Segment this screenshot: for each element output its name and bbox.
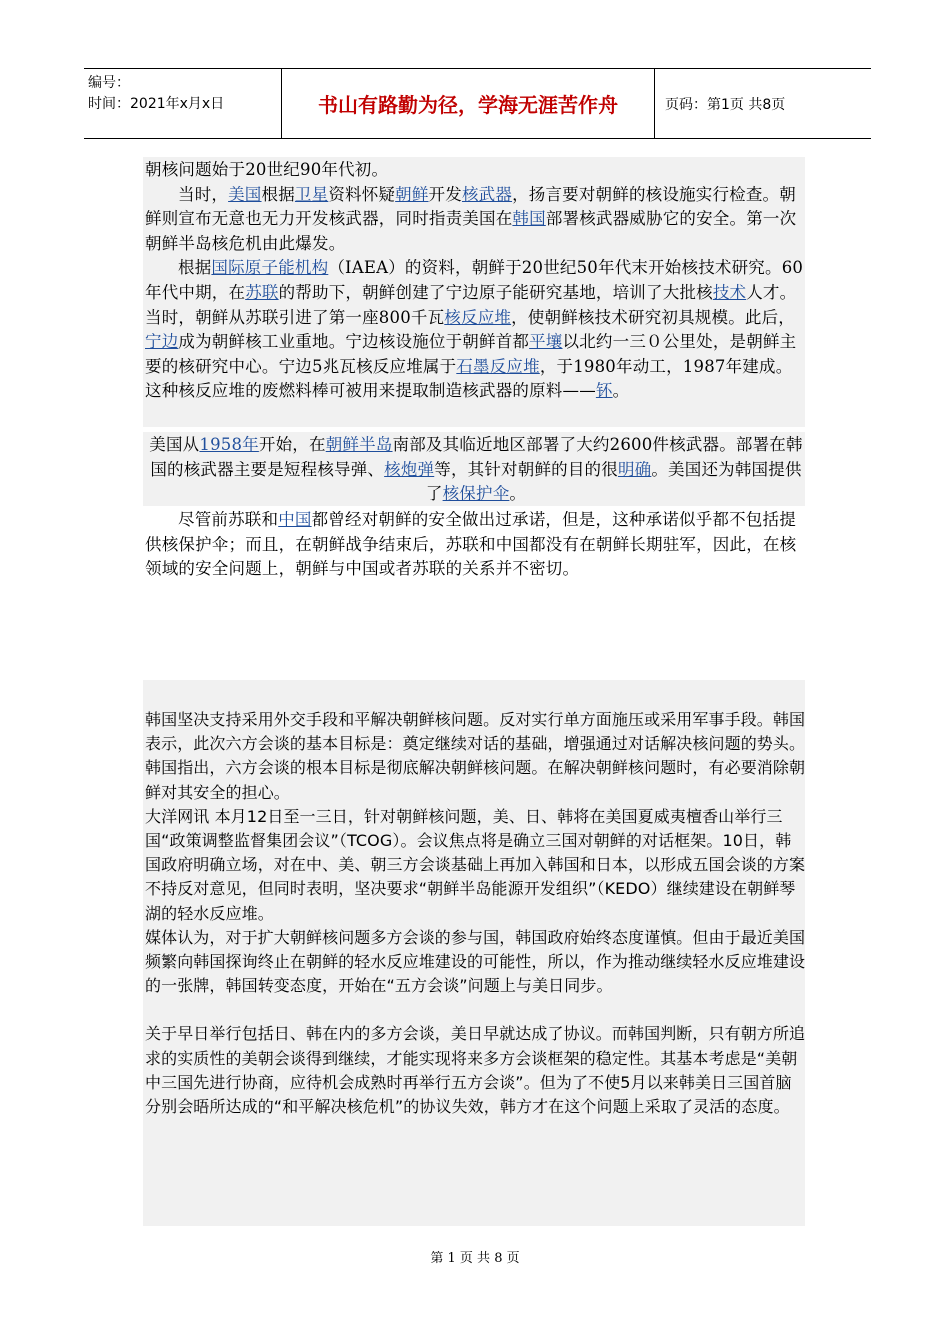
page-footer: 第 1 页 共 8 页 bbox=[430, 1251, 520, 1266]
paragraph-consensus: 关于早日举行包括日、韩在内的多方会谈，美日早就达成了协议。而韩国判断，只有朝方所追求的实质性的美朝会谈得到继续，才能实现将来多方会谈框架的稳定性。其基本考虑是“美朝中三国先进行协商，应待机会成熟时再举行五方会谈”。但为了不使5月以来韩美日三国首脑分别会晤所达成的“和平解决核危机”的协议失效，韩方才在这个问题上采取了灵活的态度。 bbox=[145, 1024, 806, 1117]
inline-link[interactable]: 韩国 bbox=[512, 209, 546, 229]
header-page-label: 页码：第1页 共8页 bbox=[665, 96, 786, 113]
inline-link[interactable]: 平壤 bbox=[529, 332, 563, 352]
inline-link[interactable]: 核保护伞 bbox=[442, 484, 510, 504]
section1-upper bbox=[145, 158, 807, 404]
inline-link[interactable]: 技术 bbox=[712, 282, 747, 302]
paragraph-us-deployment bbox=[145, 433, 807, 507]
text-run: ，使朝鲜核技术研究初具规模。此后， bbox=[511, 307, 796, 327]
paragraph-media: 媒体认为，对于扩大朝鲜核问题多方会谈的参与国，韩国政府始终态度谨慎。但由于最近美国频繁向韩国探询终止在朝鲜的轻水反应堆建设的可能性，所以，作为推动继续轻水反应堆建设的一张牌，韩国转变态度，开始在“五方会谈”问题上与美日同步。 bbox=[145, 927, 806, 996]
header-motto: 书山有路勤为径，学海无涯苦作舟 bbox=[282, 69, 655, 138]
inline-link[interactable]: 苏联 bbox=[245, 282, 279, 302]
inline-link[interactable]: 核反应堆 bbox=[444, 307, 512, 327]
text-run: 尽管前苏联和 bbox=[178, 510, 279, 529]
inline-link[interactable]: 卫星 bbox=[294, 184, 329, 204]
text-run: 都曾经对朝鲜的安全做出过承诺，但是，这种承诺似乎都不包括提供核保护伞；而且，在朝鲜战争结束后，苏联和中国都没有在朝鲜长期驻军，因此，在核领域的安全问题上，朝鲜与中国或者苏联的关系并不密切。 bbox=[145, 510, 797, 579]
paragraph-gap bbox=[145, 998, 807, 1022]
inline-link[interactable]: 朝鲜半岛 bbox=[325, 435, 393, 454]
paragraph-tcog: 大洋网讯 本月12日至一三日，针对朝鲜核问题，美、日、韩将在美国夏威夷檀香山举行三国“政策调整监督集团会议”（TCOG）。会议焦点将是确立三国对朝鲜的对话框架。10日，韩国政府明确立场，对在中、美、朝三方会谈基础上再加入韩国和日本，以形成五国会谈的方案不持反对意见，但同时表明，坚决要求“朝鲜半岛能源开发组织”（KEDO）继续建设在朝鲜琴湖的轻水反应堆。 bbox=[145, 806, 806, 923]
inline-link[interactable]: 中国 bbox=[278, 510, 312, 529]
header-table bbox=[84, 68, 871, 139]
inline-link[interactable]: 美国 bbox=[228, 184, 262, 204]
text-run: ，于1980年动工，1987年建成。这种核反应堆的废燃料棒可被用来提取制造核武器的原料—— bbox=[145, 356, 793, 401]
text-run: 的帮助下，朝鲜创建了宁边原子能研究基地，培训了大批核 bbox=[278, 282, 713, 302]
text-run: 以北约一三０公里处，是朝鲜主要的核研究中心。宁边5兆瓦核反应堆属于 bbox=[145, 332, 797, 376]
text-run: 等，其针对朝鲜的目的很 bbox=[434, 459, 618, 479]
text-run: ，扬言要对朝鲜的核设施实行检查。朝鲜则宣布无意也无力开发核武器，同时指责美国在 bbox=[145, 184, 796, 229]
text-run: 资料怀疑 bbox=[328, 184, 396, 204]
time-label: 时间：2021年x月x日 bbox=[88, 96, 225, 112]
section1-lower bbox=[145, 508, 807, 582]
inline-link[interactable]: 1958年 bbox=[199, 435, 259, 454]
text-run: （IAEA）的资料，朝鲜于20世纪50年代末开始核技术研究。60年代中期，在 bbox=[145, 258, 804, 302]
text-run: 美国从 bbox=[149, 435, 200, 454]
paragraph-history bbox=[145, 256, 807, 404]
header-meta bbox=[84, 69, 282, 138]
paragraph-korea-stance: 韩国坚决支持采用外交手段和平解决朝鲜核问题。反对实行单方面施压或采用军事手段。韩国表示，此次六方会谈的基本目标是：奠定继续对话的基础，增强通过对话解决核问题的势头。韩国指出，六方会谈的根本目标是彻底解决朝鲜核问题。在解决朝鲜核问题时，有必要消除朝鲜对其安全的担心。 bbox=[145, 710, 806, 802]
text-run: 成为朝鲜核工业重地。宁边核设施位于朝鲜首都 bbox=[178, 332, 530, 352]
text-run: 当时， bbox=[178, 184, 229, 204]
inline-link[interactable]: 石墨反应堆 bbox=[456, 356, 540, 376]
inline-link[interactable]: 宁边 bbox=[145, 332, 179, 352]
text-run: 。 bbox=[612, 381, 630, 401]
inline-link[interactable]: 国际原子能机构 bbox=[211, 258, 329, 278]
text-run: 。 bbox=[509, 484, 527, 504]
paragraph-soviet-china bbox=[145, 508, 807, 582]
text-run: 南部及其临近地区部署了大约2600件核武器。部署在韩国的核武器主要是短程核导弹、 bbox=[150, 435, 803, 479]
inline-link[interactable]: 核武器 bbox=[461, 184, 513, 204]
text-run: 根据 bbox=[178, 258, 212, 278]
text-run: 人才。当时，朝鲜从苏联引进了第一座800千瓦 bbox=[145, 282, 797, 327]
text-run: 开始，在 bbox=[258, 435, 326, 454]
text-run: 根据 bbox=[261, 184, 295, 204]
paragraph-intro: 朝核问题始于20世纪90年代初。 bbox=[145, 160, 389, 179]
number-label: 编号： bbox=[88, 75, 130, 91]
paragraph-crisis bbox=[145, 183, 807, 257]
inline-link[interactable]: 核炮弹 bbox=[384, 459, 435, 479]
inline-link[interactable]: 钚 bbox=[595, 381, 613, 401]
section1-us-deployment bbox=[145, 433, 807, 507]
inline-link[interactable]: 明确 bbox=[617, 459, 652, 479]
text-run: 。美国还为韩国提供了 bbox=[425, 459, 802, 504]
text-run: 部署核武器威胁它的安全。第一次朝鲜半岛核危机由此爆发。 bbox=[145, 209, 797, 253]
inline-link[interactable]: 朝鲜 bbox=[395, 184, 429, 204]
section2-body bbox=[145, 708, 807, 1119]
text-run: 开发 bbox=[428, 184, 462, 204]
